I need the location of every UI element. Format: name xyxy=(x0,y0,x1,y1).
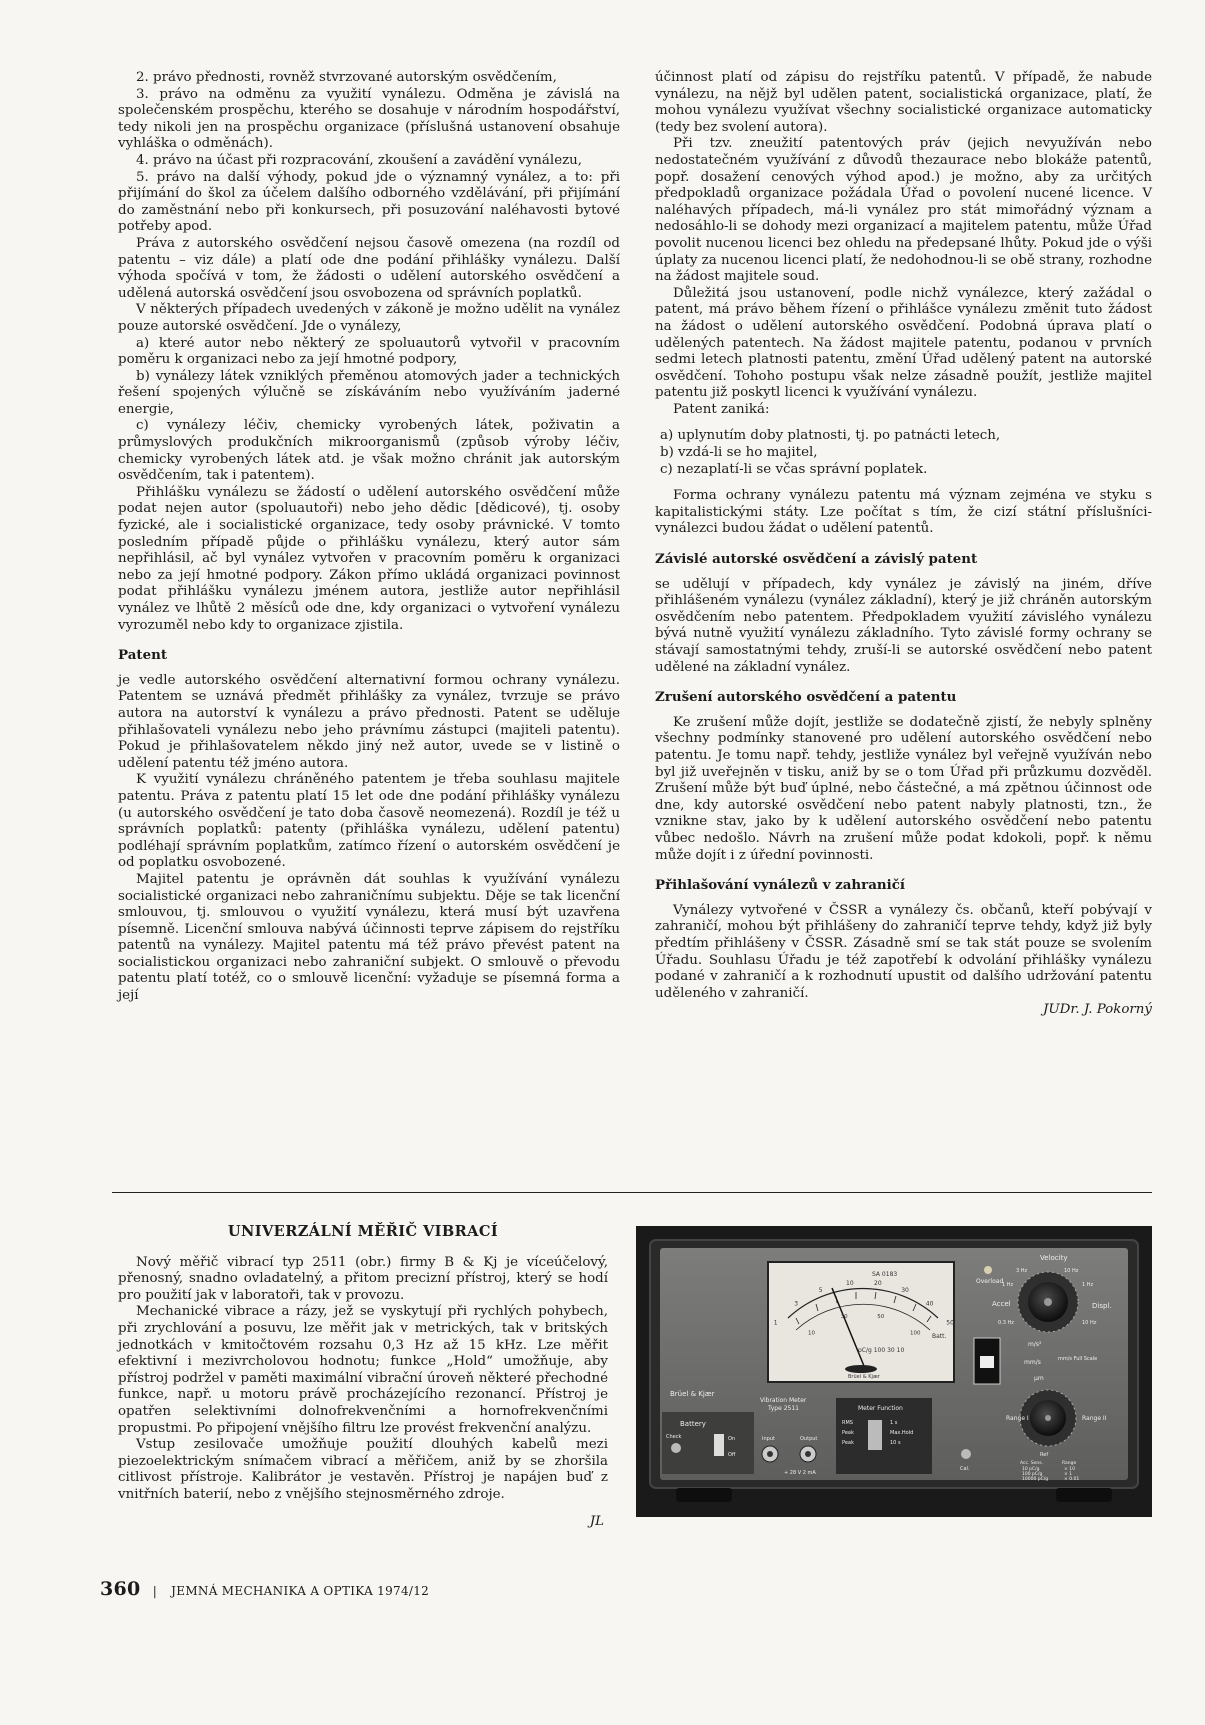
list-item: b) vzdá-li se ho majitel, xyxy=(660,445,818,461)
sensitivity-label: Acc. Sens. xyxy=(1020,1461,1044,1466)
meter-scale-number: 20 xyxy=(874,1279,882,1287)
meter-scale-number: 10 xyxy=(846,1279,854,1287)
paragraph: c) vynálezy léčiv, chemicky vyrobených látek, poživatin a průmyslových produkčních mikroorganismů (způsob výroby léčiv, chemicky vyrobených látek atd. je však možno chránit jak autorským osvědčením, tak i patentem). xyxy=(118,418,620,484)
meter-battery-label: Batt. xyxy=(932,1333,947,1340)
article-column-right xyxy=(655,70,1152,1019)
velocity-label: Velocity xyxy=(1040,1254,1068,1262)
battery-label: Battery xyxy=(680,1420,706,1428)
rms-label: RMS xyxy=(842,1420,853,1426)
meter-function-label: Meter Function xyxy=(858,1405,903,1412)
meter-scale-number: 40 xyxy=(925,1300,934,1308)
freq-label: 0.3 Hz xyxy=(998,1320,1014,1326)
section-heading: Závislé autorské osvědčení a závislý patent xyxy=(655,551,978,568)
range-label: Range I xyxy=(1006,1415,1029,1422)
author-initials: JL xyxy=(589,1513,604,1529)
sensitivity-value: 100 pC/g xyxy=(1022,1472,1043,1477)
off-label: Off xyxy=(728,1452,736,1458)
article-title: UNIVERZÁLNÍ MĚŘIČ VIBRACÍ xyxy=(227,1223,499,1240)
paragraph: Forma ochrany vynálezu patentu má význam zejména ve styku s kapitalistickými státy. Lze počítat s tím, že cizí státní příslušníci-vynálezci budou žádat o udělení patentů. xyxy=(655,488,1152,537)
check-label: Check xyxy=(666,1434,682,1440)
range-label: Range II xyxy=(1082,1415,1107,1422)
section-heading: Zrušení autorského osvědčení a patentu xyxy=(655,689,957,706)
meter-scale-number: 30 xyxy=(901,1286,909,1294)
meter-logo-icon xyxy=(845,1365,877,1373)
page-footer xyxy=(100,1578,429,1600)
list-item: c) nezaplatí-li se včas správní poplatek. xyxy=(660,461,928,477)
paragraph: Nový měřič vibrací typ 2511 (obr.) firmy B & Kj je víceúčelový, přenosný, snadno ovladatelný, a přitom precizní přístroj, který se hodí pro použití jak v laboratoři, tak v provozu. xyxy=(118,1254,608,1303)
peak-label: Peak xyxy=(842,1430,854,1436)
paragraph: Mechanické vibrace a rázy, jež se vyskytují při rychlých pohybech, při zrychlování a posuvu, lze měřit jak v metrických, tak v britských jednotkách v kmitočtovém rozsahu 0,3 Hz až 15 kHz. Lze měřit efektivní i mezivrcholovou hodnotu; funkce „Hold“ umožňuje, aby přístroj podržel v paměti maximální vibrační úroveň některé přechodné funkce, např. u motoru právě procházejícího rezonancí. Přístroj je opatřen selektivními dolnofrekvenčními a hornofrekvenčními propustmi. Po připojení vnějšího filtru lze provést frekvenční analýzu. xyxy=(118,1304,608,1436)
range-table-label: Range xyxy=(1062,1461,1077,1466)
paragraph: b) vynálezy látek vzniklých přeměnou atomových jader a technických řešení spojených výlučně se získáváním nebo využíváním jaderné energie, xyxy=(118,368,620,417)
meter-scale-number: 1 xyxy=(773,1319,778,1327)
paragraph: 2. právo přednosti, rovněž stvrzované autorským osvědčením, xyxy=(136,70,557,85)
paragraph: se udělují v případech, kdy vynález je závislý na jiném, dříve přihlášeném vynálezu (vynález základní), který je již chráněn autorským osvědčením nebo patentem. Předpokladem využití závislého vynálezu bývá nutně využití vynálezu základního. Tyto závislé formy ochrany se stávají samostatnými tehdy, zruší-li se autorské osvědčení nebo patent udělené na základní vynález. xyxy=(655,576,1152,675)
paragraph: Patent zaniká: xyxy=(673,401,770,417)
brand-label: Brüel & Kjær xyxy=(670,1390,715,1398)
paragraph: Důležitá jsou ustanovení, podle nichž vynálezce, který zažádal o patent, má právo během řízení o přihlášce vynálezu změnit tuto žádost na žádost o udělení autorského osvědčení. Podobná úprava platí o udělených patentech. Na žádost majitele patentu, podanou v prvních sedmi letech platnosti patentu, změní Úřad udělený patent na autorské osvědčení. Tohoho postupu však nelze zásadně použít, jestliže majitel patentu již poskytl licenci k využívání vynálezu. xyxy=(655,285,1152,401)
paragraph: V některých případech uvedených v zákoně je možno udělit na vynález pouze autorské osvědčení. Jde o vynálezy, xyxy=(118,302,620,334)
cal-label: Cal. xyxy=(960,1466,970,1472)
time-label: 1 s xyxy=(890,1420,898,1426)
paragraph: Přihlášku vynálezu se žádostí o udělení autorského osvědčení může podat nejen autor (spoluautoři) nebo jeho dědic [dědicové), tj. osoby fyzické, ale i socialistické organizace, tedy osoby právnické. V tomto posledním případě půjde o přihlášku vynálezu, který autor sám nepřihlásil, ač byl vynález vytvořen v pracovním poměru k organizaci nebo za její hmotné podpory. Zákon přímo ukládá organizaci povinnost podat přihlášku vynálezu jménem autora, jestliže autor nepřihlásil vynález ve lhůtě 2 měsíců ode dne, kdy organizaci o vytvoření vynálezu vyrozuměl nebo kdy to organizace zjistila. xyxy=(118,484,620,633)
range-multiplier: × 0.01 xyxy=(1064,1477,1080,1482)
freq-label: 10 Hz xyxy=(1064,1268,1079,1274)
cal-button[interactable] xyxy=(961,1449,971,1459)
footer-separator: | xyxy=(152,1584,158,1598)
peak-peak-label: Peak xyxy=(842,1440,854,1446)
input-label: Input xyxy=(762,1436,775,1442)
range-multiplier: × 1 xyxy=(1064,1472,1073,1477)
article-column-left xyxy=(118,70,620,1005)
meter-brand-label: Brüel & Kjær xyxy=(848,1374,880,1380)
accel-label: Accel xyxy=(992,1300,1011,1308)
meter-scale-labels: pC/g 100 30 10 xyxy=(858,1347,905,1354)
meter-scale-number: 100 xyxy=(910,1330,921,1337)
section-heading: Přihlašování vynálezů v zahraničí xyxy=(655,877,905,894)
paragraph: Při tzv. zneužití patentových práv (jejich nevyužíván nebo nedostatečném využívání z důvodů thezaurace nebo blokáže patentů, popř. dosažení cenových výhod apod.) je možno, aby za určitých předpokladů organizace požádala Úřad o povolení nucené licence. V naléhavých případech, má-li vynález pro stát mimořádný význam a nedosáhlo-li se dohody mezi organizací a majitelem patentu, může Úřad povolit nucenou licenci bez ohledu na předepsané lhůty. Pokud jde o výši úplaty za nucenou licenci platí, že nedohodnou-li se obě strany, rozhodne na žádost majitele soud. xyxy=(655,136,1152,285)
paragraph: 3. právo na odměnu za využití vynálezu. Odměna je závislá na společenském prospěchu, kterého se dosahuje v národním hospodářství, tedy nikoli jen na prospěchu organizace (příslušná ustanovení obsahuje vyhláška o odměnách). xyxy=(118,86,620,152)
author-signature: JUDr. J. Pokorný xyxy=(1043,1002,1152,1018)
ref-label: Ref xyxy=(1040,1452,1049,1458)
vibration-meter-photo xyxy=(636,1226,1152,1517)
paragraph: Majitel patentu je oprávněn dát souhlas k využívání vynálezu socialistické organizaci nebo zahraničnímu subjektu. Děje se tak licenční smlouvou, tj. smlouvou o využití vynálezu, která musí být uzavřena písemně. Licenční smlouva nabývá účinnosti teprve zápisem do rejstříku patentů na vynálezy. Majitel patentu má též právo převést patent na socialistickou organizaci nebo zahraniční subjekt. O smlouvě o převodu patentu platí totéž, co o smlouvě licenční: vyžaduje se písemná forma a její xyxy=(118,871,620,1004)
model-name-label: Vibration Meter xyxy=(760,1397,807,1404)
max-hold-label: Max.Hold xyxy=(890,1430,914,1436)
vibration-article xyxy=(118,1224,608,1530)
freq-label: 1 Hz xyxy=(1082,1282,1094,1288)
paragraph: Práva z autorského osvědčení nejsou časově omezena (na rozdíl od patentu – viz dále) a platí ode dne podání přihlášky vynálezu. Další výhoda spočívá v tom, že žádosti o udělení autorského osvědčení a udělená autorská osvědčení jsou osvobozena od správních poplatků. xyxy=(118,235,620,301)
output-label: Output xyxy=(800,1436,818,1442)
power-switch[interactable] xyxy=(714,1434,724,1456)
meter-scale-number: 50 xyxy=(877,1314,885,1321)
time-label: 10 s xyxy=(890,1440,901,1446)
sensitivity-value: 10000 pC/g xyxy=(1022,1477,1049,1482)
list-item: a) uplynutím doby platnosti, tj. po patnácti letech, xyxy=(660,428,1001,444)
paragraph: Vynálezy vytvořené v ČSSR a vynálezy čs. občanů, kteří pobývají v zahraničí, mohou být přihlášeny do zahraničí teprve tehdy, když již byly předtím přihlášeny v ČSSR. Zásadně smí se tak stát pouze se svolením Úřadu. Souhlasu Úřadu je též zapotřebí k odvolání přihlášky vynálezu podané v zahraničí a k rozhodnutí upustit od dalšího udržování patentu uděleného v zahraničí. xyxy=(655,902,1152,1001)
paragraph: účinnost platí od zápisu do rejstříku patentů. V případě, že nabude vynálezu, na nějž byl udělen patent, socialistická organizace, platí, že mohou vynálezu využívat všechny socialistické organizace automaticky (tedy bez svolení autora). xyxy=(655,70,1152,135)
meter-scale-number: 3 xyxy=(794,1300,799,1308)
meter-scale-number: 10 xyxy=(808,1330,815,1337)
page-number: 360 xyxy=(100,1578,141,1600)
sensitivity-value: 10 pC/g xyxy=(1022,1467,1040,1472)
section-heading: Patent xyxy=(118,647,168,664)
meter-scale-number: 50 xyxy=(946,1319,954,1327)
battery-check-button[interactable] xyxy=(671,1443,681,1453)
paragraph: 5. právo na další výhody, pokud jde o významný vynález, a to: při přijímání do škol za účelem dalšího odborného vzdělávání, při přijímání do zaměstnání nebo při konkursech, při posuzování naléhavosti bytové potřeby apod. xyxy=(118,169,620,235)
meter-model-label: SA 0183 xyxy=(872,1271,898,1278)
paragraph: Ke zrušení může dojít, jestliže se dodatečně zjistí, že nebyly splněny všechny podmínky stanovené pro udělení autorského osvědčení nebo patentu. Je tomu např. tehdy, jestliže vynález byl veřejně využíván nebo byl již uveřejněn v tisku, aniž by se o tom Úřad při průzkumu dozvěděl. Zrušení může být buď úplné, nebo částečné, a má zpětnou účinnost ode dne, kdy autorské osvědčení nebo patent nabyly platnosti, tzn., že vznikne stav, jako by k udělení autorského osvědčení nebo patentu vůbec nedošlo. Návrh na zrušení může podat kdokoli, popř. k němu může dojít i z úřední povinnosti. xyxy=(655,714,1152,863)
power-label: + 28 V 2 mA xyxy=(784,1470,816,1476)
journal-name: JEMNÁ MECHANIKA A OPTIKA 1974/12 xyxy=(171,1584,430,1598)
meter-scale-number: 5 xyxy=(818,1286,823,1294)
unit-label: m/s² xyxy=(1028,1341,1042,1348)
unit-switch[interactable] xyxy=(980,1356,994,1368)
on-label: On xyxy=(728,1436,736,1442)
freq-label: 3 Hz xyxy=(1016,1268,1028,1274)
paragraph: je vedle autorského osvědčení alternativní formou ochrany vynálezu. Patentem se uznává předmět přihlášky za vynález, tvrzuje se právo autora na autorství k vynálezu a právo přednosti. Patent se uděluje přihlašovateli vynálezu nebo jeho právnímu zástupci (majiteli patentu). Pokud je přihlašovatelem někdo jiný než autor, uvede se v listině o udělení patentu též jméno autora. xyxy=(118,672,620,771)
unit-label: mm/s xyxy=(1024,1359,1041,1366)
freq-label: 10 Hz xyxy=(1082,1320,1097,1326)
freq-label: 1 Hz xyxy=(1002,1282,1014,1288)
overload-lamp-icon xyxy=(984,1266,992,1274)
paragraph: 4. právo na účast při rozpracování, zkoušení a zavádění vynálezu, xyxy=(136,152,583,168)
meter-scale-number: 30 xyxy=(840,1314,848,1321)
displacement-label: Displ. xyxy=(1092,1302,1112,1310)
section-divider xyxy=(112,1192,1152,1193)
meter-function-switch[interactable] xyxy=(868,1420,882,1450)
full-scale-label: mm/s Full Scale xyxy=(1058,1356,1098,1362)
paragraph: K využití vynálezu chráněného patentem je třeba souhlasu majitele patentu. Práva z patentu platí 15 let ode dne podání přihlášky vynálezu (u autorského osvědčení je tato doba časově neomezená). Rozdíl je též u správních poplatků: patenty (přihláška vynálezu, udělení patentu) podléhají správním poplatkům, zatímco řízení o autorském osvědčení je od poplatku osvobozené. xyxy=(118,772,620,871)
paragraph: Vstup zesilovače umožňuje použití dlouhých kabelů mezi piezoelektrickým snímačem vibrací a měřičem, aniž by se zhoršila citlivost přístroje. Kalibrátor je vestavěn. Přístroj je napájen buď z vnitřních baterií, nebo z vnějšího stejnosměrného zdroje. xyxy=(118,1437,608,1502)
vibration-meter-illustration xyxy=(636,1226,1152,1517)
unit-label: μm xyxy=(1034,1375,1044,1382)
paragraph: a) které autor nebo některý ze spoluautorů vytvořil v pracovním poměru k organizaci nebo za její hmotné podpory, xyxy=(118,335,620,368)
range-multiplier: × 10 xyxy=(1064,1467,1075,1472)
model-type-label: Type 2511 xyxy=(768,1405,799,1412)
overload-label: Overload xyxy=(976,1278,1004,1285)
